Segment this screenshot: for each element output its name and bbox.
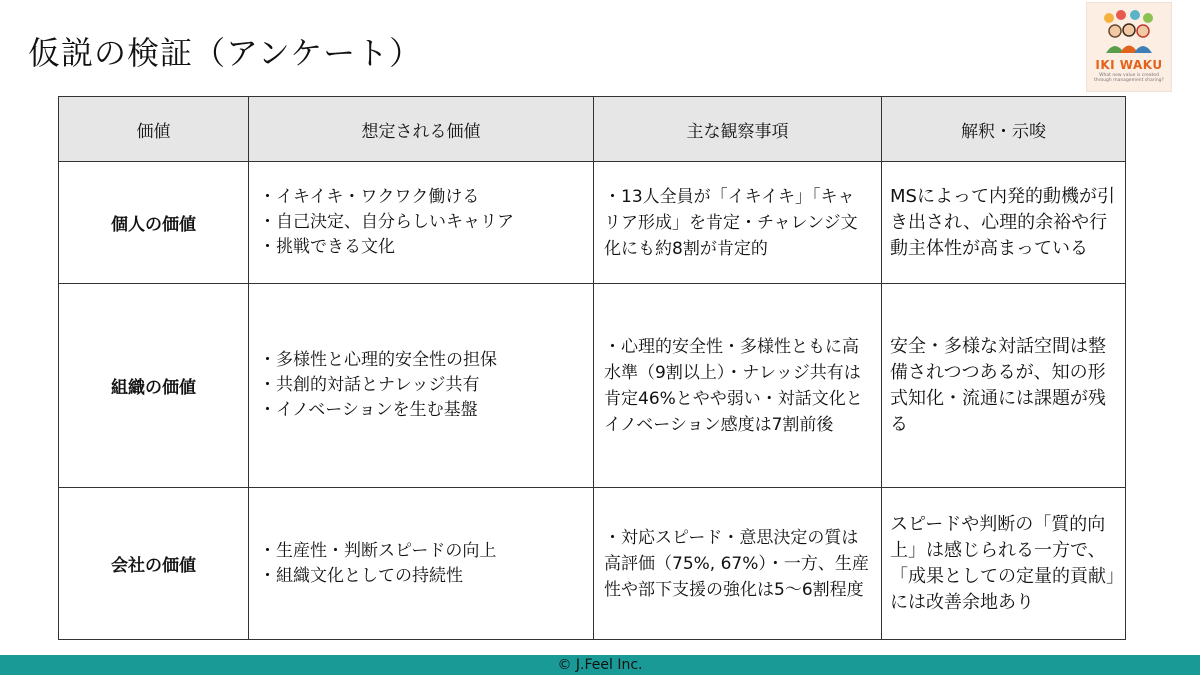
interpretation-text: スピードや判断の「質的向上」は感じられる一方で、「成果としての定量的貢献」には改善余地あり [890,513,1115,613]
assumed-item: ・組織文化としての持続性 [259,565,463,586]
interpretation-individual [882,162,1126,284]
assumed-item: ・挑戦できる文化 [259,237,395,257]
assumed-item: ・多様性と心理的安全性の担保 [259,350,497,370]
observation-text: ・心理的安全性・多様性ともに高水準（9割以上）・ナレッジ共有は肯定46%とやや弱い・対話文化とイノベーション感度は7割前後 [604,336,863,435]
assumed-values-company [249,488,594,640]
header-observations: 主な観察事項 [594,97,882,162]
assumed-item: ・自己決定、自分らしいキャリア [259,212,514,232]
row-label-individual: 個人の価値 [59,162,249,284]
verification-table [58,96,1126,640]
interpretation-company [882,488,1126,640]
interpretation-organization [882,284,1126,488]
row-label-organization: 組織の価値 [59,284,249,488]
observation-text: ・対応スピード・意思決定の質は高評価（75%, 67%）・一方、生産性や部下支援の強化は5～6割程度 [604,527,869,600]
table-header-row [59,97,1126,162]
observation-text: ・13人全員が「イキイキ」「キャリア形成」を肯定・チャレンジ文化にも約8割が肯定的 [604,186,858,259]
header-assumed-value: 想定される価値 [249,97,594,162]
table-row-individual [59,162,1126,284]
assumed-values-organization [249,284,594,488]
people-illustration-icon [1097,9,1161,59]
iki-waku-logo [1086,2,1172,92]
interpretation-text: 安全・多様な対話空間は整備されつつあるが、知の形式知化・流通には課題が残る [890,335,1106,435]
assumed-item: ・生産性・判断スピードの向上 [259,540,497,561]
assumed-item: ・イノベーションを生む基盤 [259,400,478,420]
header-value: 価値 [59,97,249,162]
observation-individual [594,162,882,284]
copyright-text: © J.Feel Inc. [557,657,643,673]
logo-brand-text: IKI WAKU [1095,58,1163,72]
logo-tagline: What new value is created through management sharing? [1094,73,1164,83]
observation-organization [594,284,882,488]
slide-title: 仮説の検証（アンケート） [28,34,423,72]
table-row-company [59,488,1126,640]
interpretation-text: MSによって内発的動機が引き出され、心理的余裕や行動主体性が高まっている [890,185,1115,259]
table-row-organization [59,284,1126,488]
footer-bar [0,655,1200,675]
observation-company [594,488,882,640]
assumed-item: ・共創的対話とナレッジ共有 [259,375,480,395]
assumed-values-individual [249,162,594,284]
assumed-item: ・イキイキ・ワクワク働ける [259,187,480,207]
row-label-company: 会社の価値 [59,488,249,640]
header-interpretation: 解釈・示唆 [882,97,1126,162]
